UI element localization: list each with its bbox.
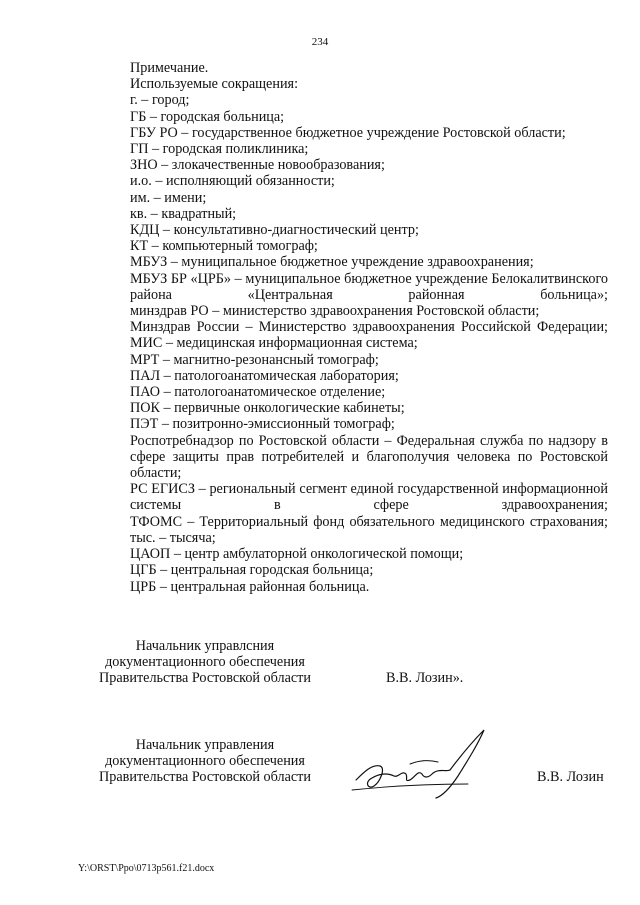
file-path-footer: Y:\ORST\Ppo\0713p561.f21.docx [78, 863, 215, 874]
page-number: 234 [311, 36, 329, 48]
signatory-name-2: В.В. Лозин [537, 769, 604, 785]
signature-block-title-1 [80, 638, 330, 687]
list-item: ПАЛ – патологоанатомическая лаборатория; [130, 367, 399, 384]
list-item: тыс. – тысяча; [130, 529, 216, 546]
list-item: ГБУ РО – государственное бюджетное учреждение Ростовской области; [130, 124, 566, 141]
position-line: Начальник управлсния [135, 638, 275, 654]
list-item: МРТ – магнитно-резонансный томограф; [130, 351, 379, 368]
list-item: МИС – медицинская информационная система; [130, 335, 418, 352]
list-item: ГБ – городская больница; [130, 108, 285, 125]
abbreviations-heading: Используемые сокращения: [130, 76, 299, 93]
position-line: Начальник управления [135, 737, 275, 753]
list-item: МБУЗ БР «ЦРБ» – муниципальное бюджетное учреждение Белокалитвинского района «Центральная районная больница»; [130, 270, 608, 303]
list-item: минздрав РО – министерство здравоохранения Ростовской области; [130, 303, 540, 320]
list-item: ПОК – первичные онкологические кабинеты; [130, 400, 405, 417]
list-item: ЦРБ – центральная районная больница. [130, 578, 370, 595]
note-heading: Примечание. [130, 60, 209, 76]
list-item: ТФОМС – Территориальный фонд обязательного медицинского страхования; [130, 513, 608, 530]
list-item: кв. – квадратный; [130, 205, 237, 222]
list-item: Роспотребнадзор по Ростовской области – Федеральная служба по надзору в сфере защиты прав потребителей и благополучия человека по Ростовской области; [130, 432, 608, 482]
list-item: им. – имени; [130, 189, 207, 206]
handwritten-signature [350, 724, 510, 802]
signatory-name-1: В.В. Лозин». [386, 670, 464, 686]
list-item: РС ЕГИСЗ – региональный сегмент единой государственной информационной системы в сфере здравоохранения; [130, 481, 608, 514]
signature-block-title-2 [80, 737, 330, 786]
list-item: ЦГБ – центральная городская больница; [130, 562, 374, 579]
list-item: КТ – компьютерный томограф; [130, 238, 318, 255]
list-item: КДЦ – консультативно-диагностический центр; [130, 222, 419, 239]
abbreviations-list [80, 60, 608, 595]
list-item: ПАО – патологоанатомическое отделение; [130, 384, 386, 401]
list-item: и.о. – исполняющий обязанности; [130, 173, 335, 190]
list-item: ГП – городская поликлиника; [130, 141, 309, 158]
list-item: ПЭТ – позитронно-эмиссионный томограф; [130, 416, 395, 433]
list-item: ЦАОП – центр амбулаторной онкологической помощи; [130, 546, 464, 563]
list-item: МБУЗ – муниципальное бюджетное учреждение здравоохранения; [130, 254, 534, 271]
position-line: Правительства Ростовской области [99, 670, 311, 687]
list-item: ЗНО – злокачественные новообразования; [130, 157, 385, 174]
position-line: документационного обеспечения [105, 753, 305, 770]
position-line: Правительства Ростовской области [99, 769, 311, 786]
position-line: документационного обеспечения [105, 654, 305, 671]
list-item: Минздрав России – Министерство здравоохранения Российской Федерации; [130, 319, 608, 336]
list-item: г. – город; [130, 92, 190, 109]
